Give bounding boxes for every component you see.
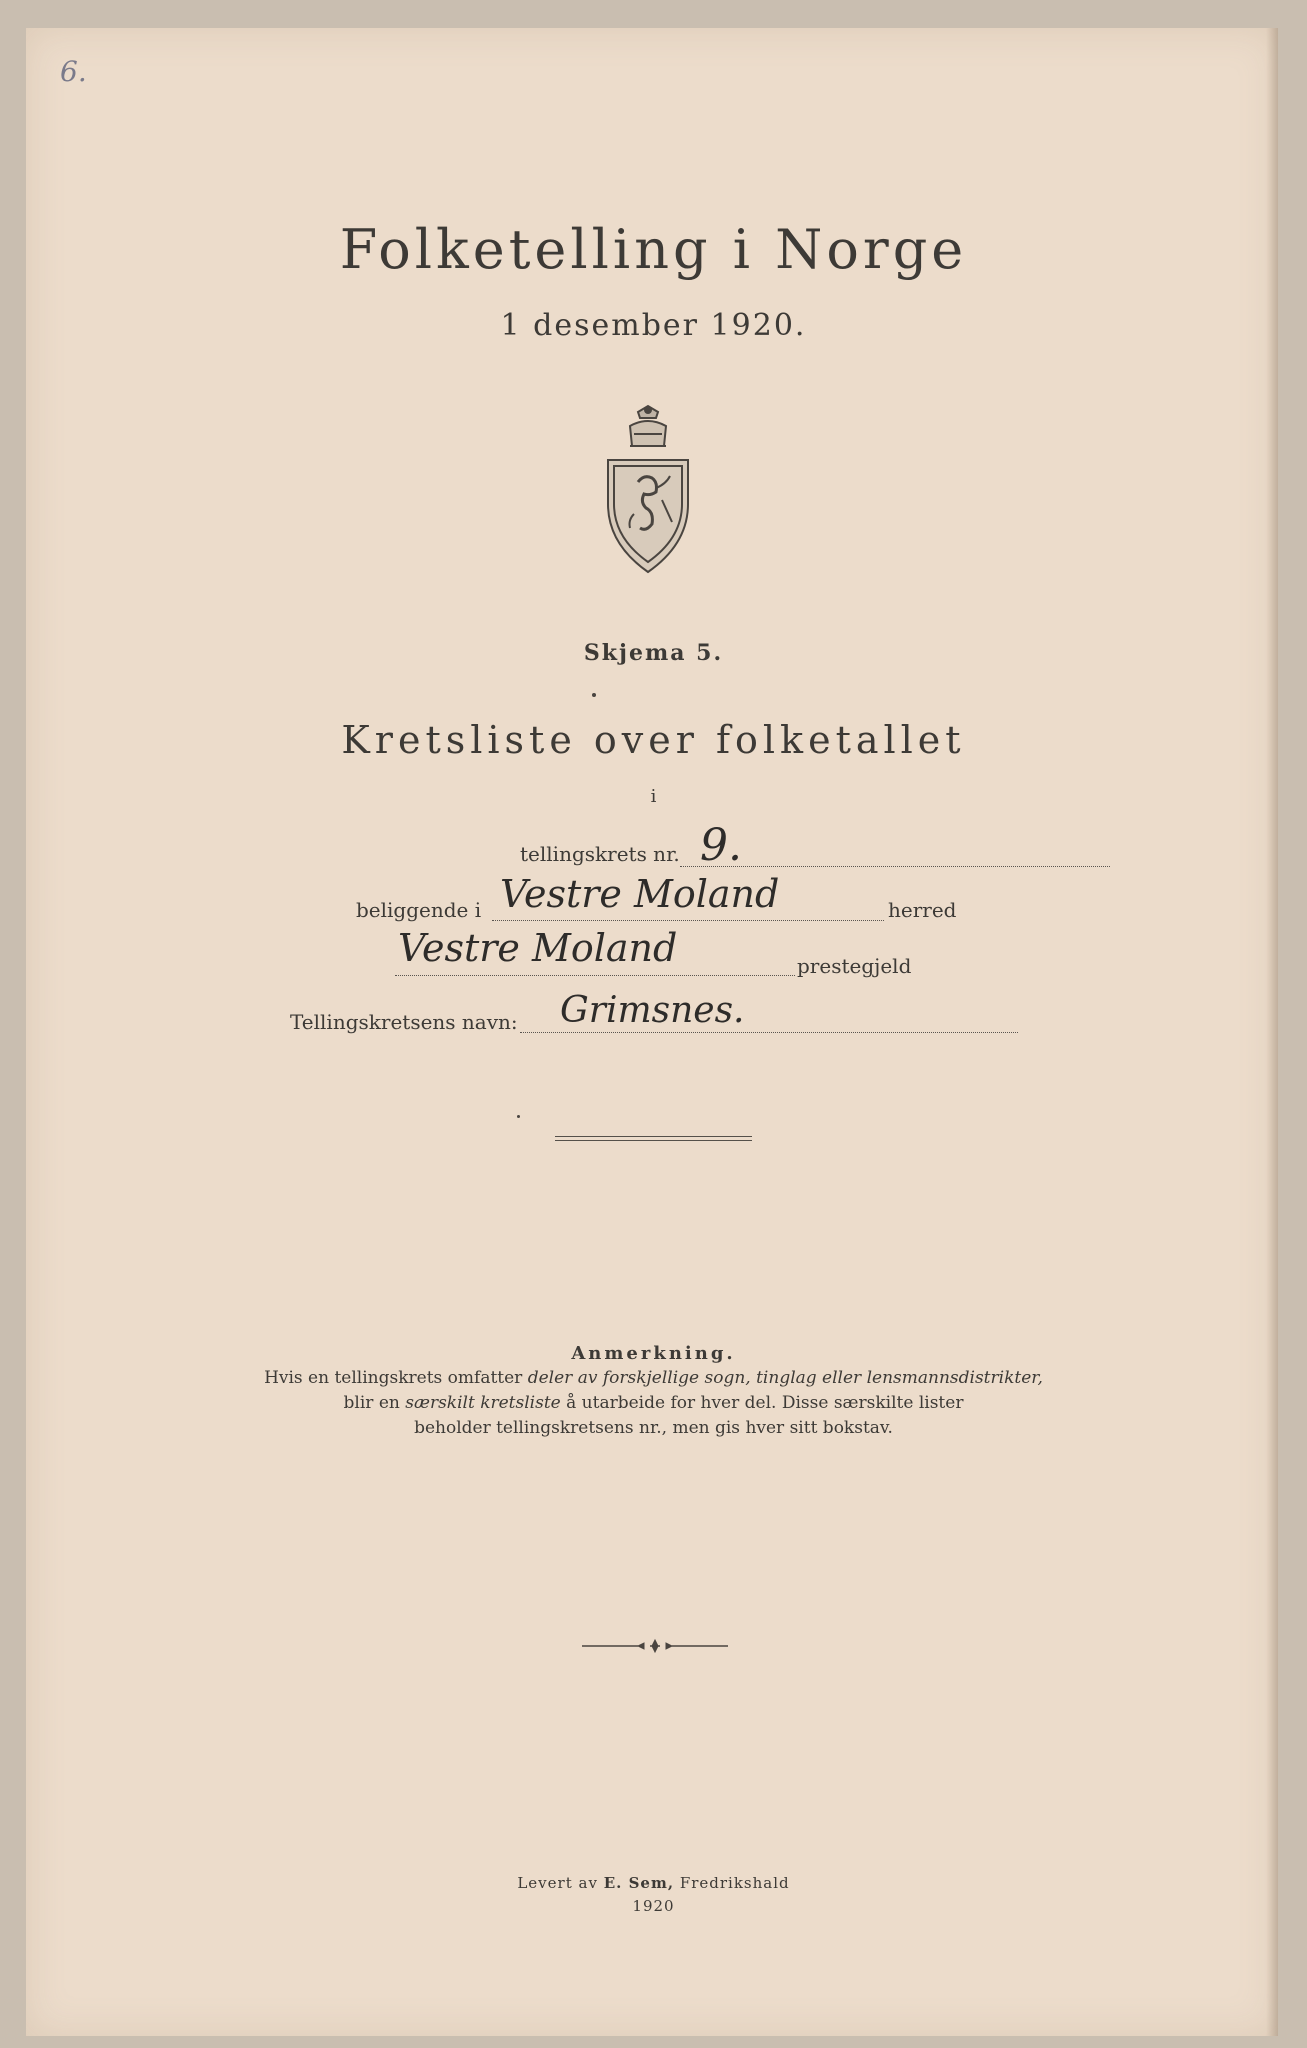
- note-line-2: [0, 1391, 1307, 1416]
- herred-label: herred: [888, 898, 957, 922]
- note-line-2-text-a: blir en: [343, 1393, 406, 1413]
- note-line-1-emphasis: deler av forskjellige sogn, tinglag eller lensmannsdistrikter,: [527, 1368, 1043, 1388]
- printer-city: Fredrikshald: [674, 1874, 790, 1892]
- printer-credit: [0, 1874, 1307, 1892]
- document-date: 1 desember 1920.: [500, 308, 807, 343]
- note-line-1: [0, 1366, 1307, 1391]
- printer-credit-prefix: Levert av: [517, 1874, 604, 1892]
- parish-label: prestegjeld: [797, 954, 912, 978]
- decorative-divider-icon: [580, 1638, 730, 1654]
- document-subtitle: Kretsliste over folketallet: [341, 718, 966, 762]
- printer-year: 1920: [632, 1897, 675, 1915]
- ink-dot: [592, 693, 596, 697]
- note-heading: Anmerkning.: [571, 1343, 736, 1364]
- note-line-2-text-b: å utarbeide for hver del. Disse særskilte lister: [560, 1393, 964, 1413]
- location-value: Vestre Moland: [500, 872, 780, 916]
- document-title: Folketelling i Norge: [339, 218, 968, 281]
- parish-value: Vestre Moland: [398, 926, 678, 970]
- handwritten-page-number: 6.: [60, 55, 87, 88]
- note-line-1-text: Hvis en tellingskrets omfatter: [264, 1368, 528, 1388]
- note-line-2-emphasis: særskilt kretsliste: [405, 1393, 561, 1413]
- district-name-line: [520, 1032, 1018, 1033]
- district-name-label: Tellingskretsens navn:: [290, 1010, 518, 1034]
- location-label: beliggende i: [356, 898, 482, 922]
- ink-dot: [517, 1115, 520, 1118]
- district-number-value: 9.: [700, 820, 742, 871]
- parish-line: [395, 975, 795, 976]
- divider-rule-top: [555, 1136, 752, 1137]
- district-number-line: [680, 866, 1110, 867]
- printer-name: E. Sem,: [603, 1874, 675, 1892]
- connector-word: i: [650, 786, 657, 807]
- district-name-value: Grimsnes.: [560, 990, 745, 1031]
- note-line-3: beholder tellingskretsens nr., men gis hver sitt bokstav.: [414, 1418, 893, 1438]
- location-line: [492, 920, 884, 921]
- divider-rule-bottom: [555, 1140, 752, 1141]
- schema-number: Skjema 5.: [583, 640, 724, 666]
- norwegian-coat-of-arms-icon: [600, 404, 696, 574]
- district-number-label: tellingskrets nr.: [520, 842, 680, 866]
